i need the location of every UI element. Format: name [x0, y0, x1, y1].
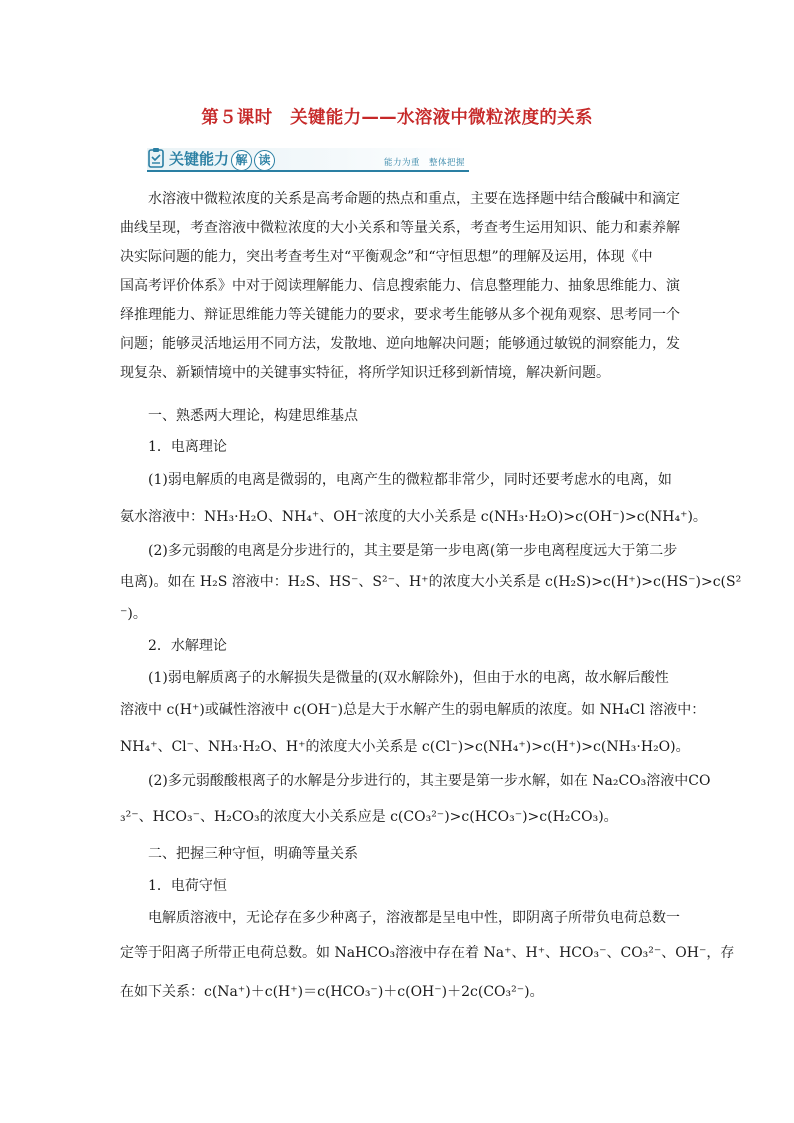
paragraph-line: 电解质溶液中，无论存在多少种离子，溶液都是呈电中性，即阴离子所带负电荷总数一	[148, 910, 680, 926]
subsection-heading: 2．水解理论	[148, 638, 227, 654]
banner-subtitle: 能力为重 整体把握	[383, 158, 465, 168]
paragraph-line: 定等于阳离子所带正电荷总数。如 NaHCO₃溶液中存在着 Na⁺、H⁺、HCO₃⁻、CO₃²⁻、OH⁻，存	[120, 945, 735, 961]
page-title: 第５课时 关键能力——水溶液中微粒浓度的关系	[201, 108, 593, 128]
banner-title: 关键能力 解 读	[169, 148, 275, 171]
intro-line: 绎推理能力、辩证思维能力等关键能力的要求，要求考生能够从多个视角观察、思考同一个	[120, 307, 680, 323]
banner-circle-char: 读	[254, 150, 275, 171]
subsection-heading: 1．电荷守恒	[148, 878, 227, 894]
paragraph-line: ⁻)。	[120, 606, 147, 622]
paragraph-line: (1)弱电解质离子的水解损失是微量的(双水解除外)，但由于水的电离，故水解后酸性	[148, 670, 669, 686]
subsection-heading: 1．电离理论	[148, 439, 227, 455]
section-heading: 二、把握三种守恒，明确等量关系	[148, 846, 358, 862]
paragraph-line: ₃²⁻、HCO₃⁻、H₂CO₃的浓度大小关系应是 c(CO₃²⁻)>c(HCO₃⁻)>c(H₂CO₃)。	[120, 809, 618, 825]
banner-divider	[147, 170, 469, 172]
intro-line: 问题；能够灵活地运用不同方法，发散地、逆向地解决问题；能够通过敏锐的洞察能力，发	[120, 336, 680, 352]
paragraph-line: (1)弱电解质的电离是微弱的，电离产生的微粒都非常少，同时还要考虑水的电离，如	[148, 472, 672, 488]
paragraph-line: (2)多元弱酸的电离是分步进行的，其主要是第一步电离(第一步电离程度远大于第二步	[148, 543, 678, 559]
paragraph-line: NH₄⁺、Cl⁻、NH₃·H₂O、H⁺的浓度大小关系是 c(Cl⁻)>c(NH₄⁺)>c(H⁺)>c(NH₃·H₂O)。	[120, 739, 690, 755]
paragraph-line: 氨水溶液中：NH₃·H₂O、NH₄⁺、OH⁻浓度的大小关系是 c(NH₃·H₂O)>c(OH⁻)>c(NH₄⁺)。	[120, 509, 707, 525]
banner-circle-char: 解	[231, 150, 252, 171]
paragraph-line: 电离)。如在 H₂S 溶液中：H₂S、HS⁻、S²⁻、H⁺的浓度大小关系是 c(H₂S)>c(H⁺)>c(HS⁻)>c(S²	[120, 574, 742, 590]
clipboard-icon	[147, 147, 165, 169]
paragraph-line: (2)多元弱酸酸根离子的水解是分步进行的，其主要是第一步水解，如在 Na₂CO₃溶液中CO	[148, 773, 711, 789]
intro-line: 曲线呈现，考查溶液中微粒浓度的大小关系和等量关系，考查考生运用知识、能力和素养解	[120, 220, 680, 236]
paragraph-line: 溶液中 c(H⁺)或碱性溶液中 c(OH⁻)总是大于水解产生的弱电解质的浓度。如 NH₄Cl 溶液中：	[120, 702, 706, 718]
intro-line: 水溶液中微粒浓度的关系是高考命题的热点和重点，主要在选择题中结合酸碱中和滴定	[148, 191, 680, 207]
intro-line: 国高考评价体系》中对于阅读理解能力、信息搜索能力、信息整理能力、抽象思维能力、演	[120, 278, 680, 294]
intro-line: 决实际问题的能力，突出考查考生对“平衡观念”和“守恒思想”的理解及运用，体现《中	[120, 249, 653, 265]
section-banner	[147, 145, 469, 173]
section-heading: 一、熟悉两大理论，构建思维基点	[148, 408, 358, 424]
intro-line: 现复杂、新颖情境中的关键事实特征，将所学知识迁移到新情境，解决新问题。	[120, 365, 610, 381]
paragraph-line: 在如下关系：c(Na⁺)＋c(H⁺)＝c(HCO₃⁻)＋c(OH⁻)＋2c(CO₃²⁻)。	[120, 984, 544, 1000]
